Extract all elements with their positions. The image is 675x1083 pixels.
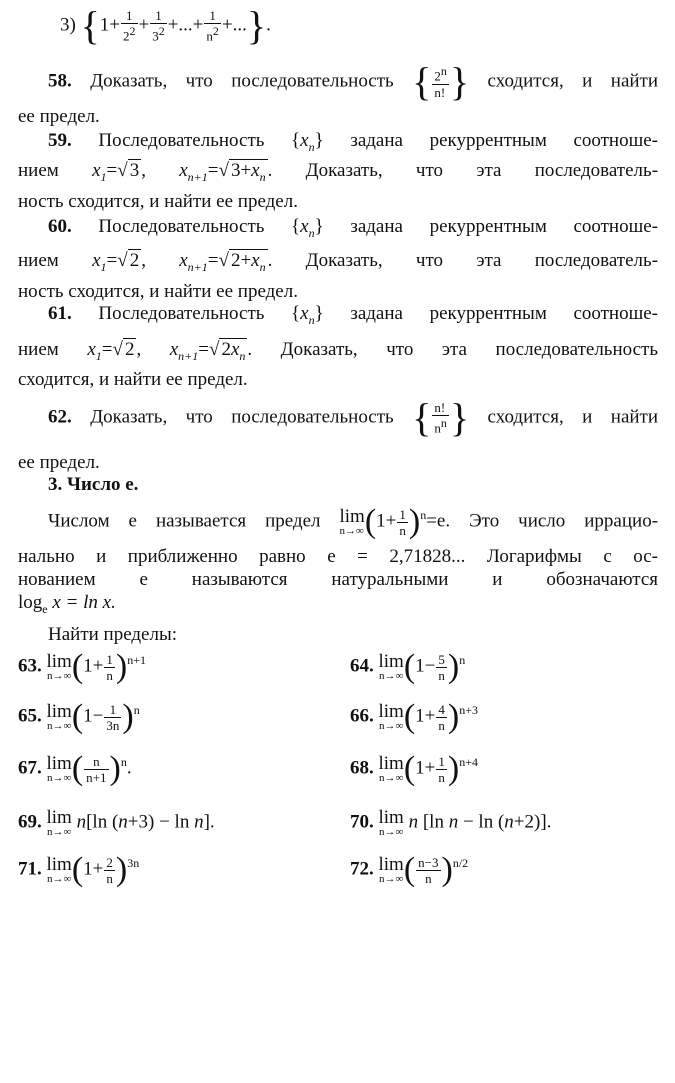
find-limits-label: Найти пределы: bbox=[48, 624, 178, 645]
section-text-4: $\log_e x = \ln x$. bbox=[18, 592, 116, 616]
exercise-70: 70. lim n→∞ n [ln n − ln (n+2)]. bbox=[350, 807, 552, 838]
series-item: 3) {1+ $\frac{1}{22}$ + $\frac{1}{32}$ +...+ $\frac{1}{n2}$ +...}. bbox=[60, 3, 271, 48]
problem-58: 58. Доказать, что последовательность { $\frac{2n}{n!}$ } сходится, и найти bbox=[48, 59, 659, 104]
exercise-64: 64. lim n→∞ (1− $\frac{5}{n}$ )$^n$ bbox=[350, 648, 466, 685]
problem-60-end: ность сходится, и найти ее предел. bbox=[18, 281, 298, 302]
problem-59-line2: нием $x_1=√$ 3 , $x_{n+1}=√$ $3+x_n$ . Доказать, что эта последователь- bbox=[18, 160, 659, 184]
section-text-2: нально и приближенно равно e = 2,71828... Логарифмы с ос- bbox=[18, 546, 659, 567]
section-text-3: нованием e называются натуральными и обозначаются bbox=[18, 569, 658, 590]
problem-60: 60. Последовательность $\{x_n\}$ задана рекуррентным соотноше- bbox=[48, 216, 658, 240]
exercise-69: 69. lim n→∞ n[ln (n+3) − ln n]. bbox=[18, 807, 215, 838]
problem-60-line2: нием $x_1=√$ 2 , $x_{n+1}=√$ $2+x_n$ . Доказать, что эта последователь- bbox=[18, 250, 659, 274]
problem-61-line2: нием $x_1=√$ 2 , $x_{n+1}=√$ $2x_n$ . Доказать, что эта последовательность bbox=[18, 339, 659, 363]
problem-62-end: ее предел. bbox=[18, 452, 100, 473]
problem-61-end: сходится, и найти ее предел. bbox=[18, 369, 248, 390]
exercise-63: 63. lim n→∞ (1+ $\frac{1}{n}$ )$^{n+1}$ bbox=[18, 648, 146, 685]
section-heading: 3. Число e. bbox=[48, 474, 139, 495]
exercise-65: 65. lim n→∞ (1− $\frac{1}{3n}$ )$^n$ bbox=[18, 698, 140, 735]
exercise-67: 67. lim n→∞ ( $\frac{n}{n+1}$ )$^n$. bbox=[18, 750, 132, 787]
problem-61: 61. Последовательность $\{x_n\}$ задана рекуррентным соотноше- bbox=[48, 303, 658, 327]
problem-59: 59. Последовательность $\{x_n\}$ задана рекуррентным соотноше- bbox=[48, 130, 658, 154]
exercise-71: 71. lim n→∞ (1+ $\frac{2}{n}$ )$^{3n}$ bbox=[18, 851, 140, 888]
item-label: 3) bbox=[60, 14, 76, 36]
section-text-1: Числом e называется предел lim n→∞ (1+ $\frac{1}{n}$ )$^n$=e. Это число иррацио- bbox=[48, 503, 659, 540]
exercise-72: 72. lim n→∞ ( $\frac{n-3}{n}$ )$^{n/2}$ bbox=[350, 851, 469, 888]
problem-58-end: ее предел. bbox=[18, 106, 100, 127]
exercise-66: 66. lim n→∞ (1+ $\frac{4}{n}$ )$^{n+3}$ bbox=[350, 698, 478, 735]
exercise-68: 68. lim n→∞ (1+ $\frac{1}{n}$ )$^{n+4}$ bbox=[350, 750, 478, 787]
problem-62: 62. Доказать, что последовательность { $\frac{n!}{nn}$ } сходится, и найти bbox=[48, 395, 659, 440]
problem-59-end: ность сходится, и найти ее предел. bbox=[18, 191, 298, 212]
